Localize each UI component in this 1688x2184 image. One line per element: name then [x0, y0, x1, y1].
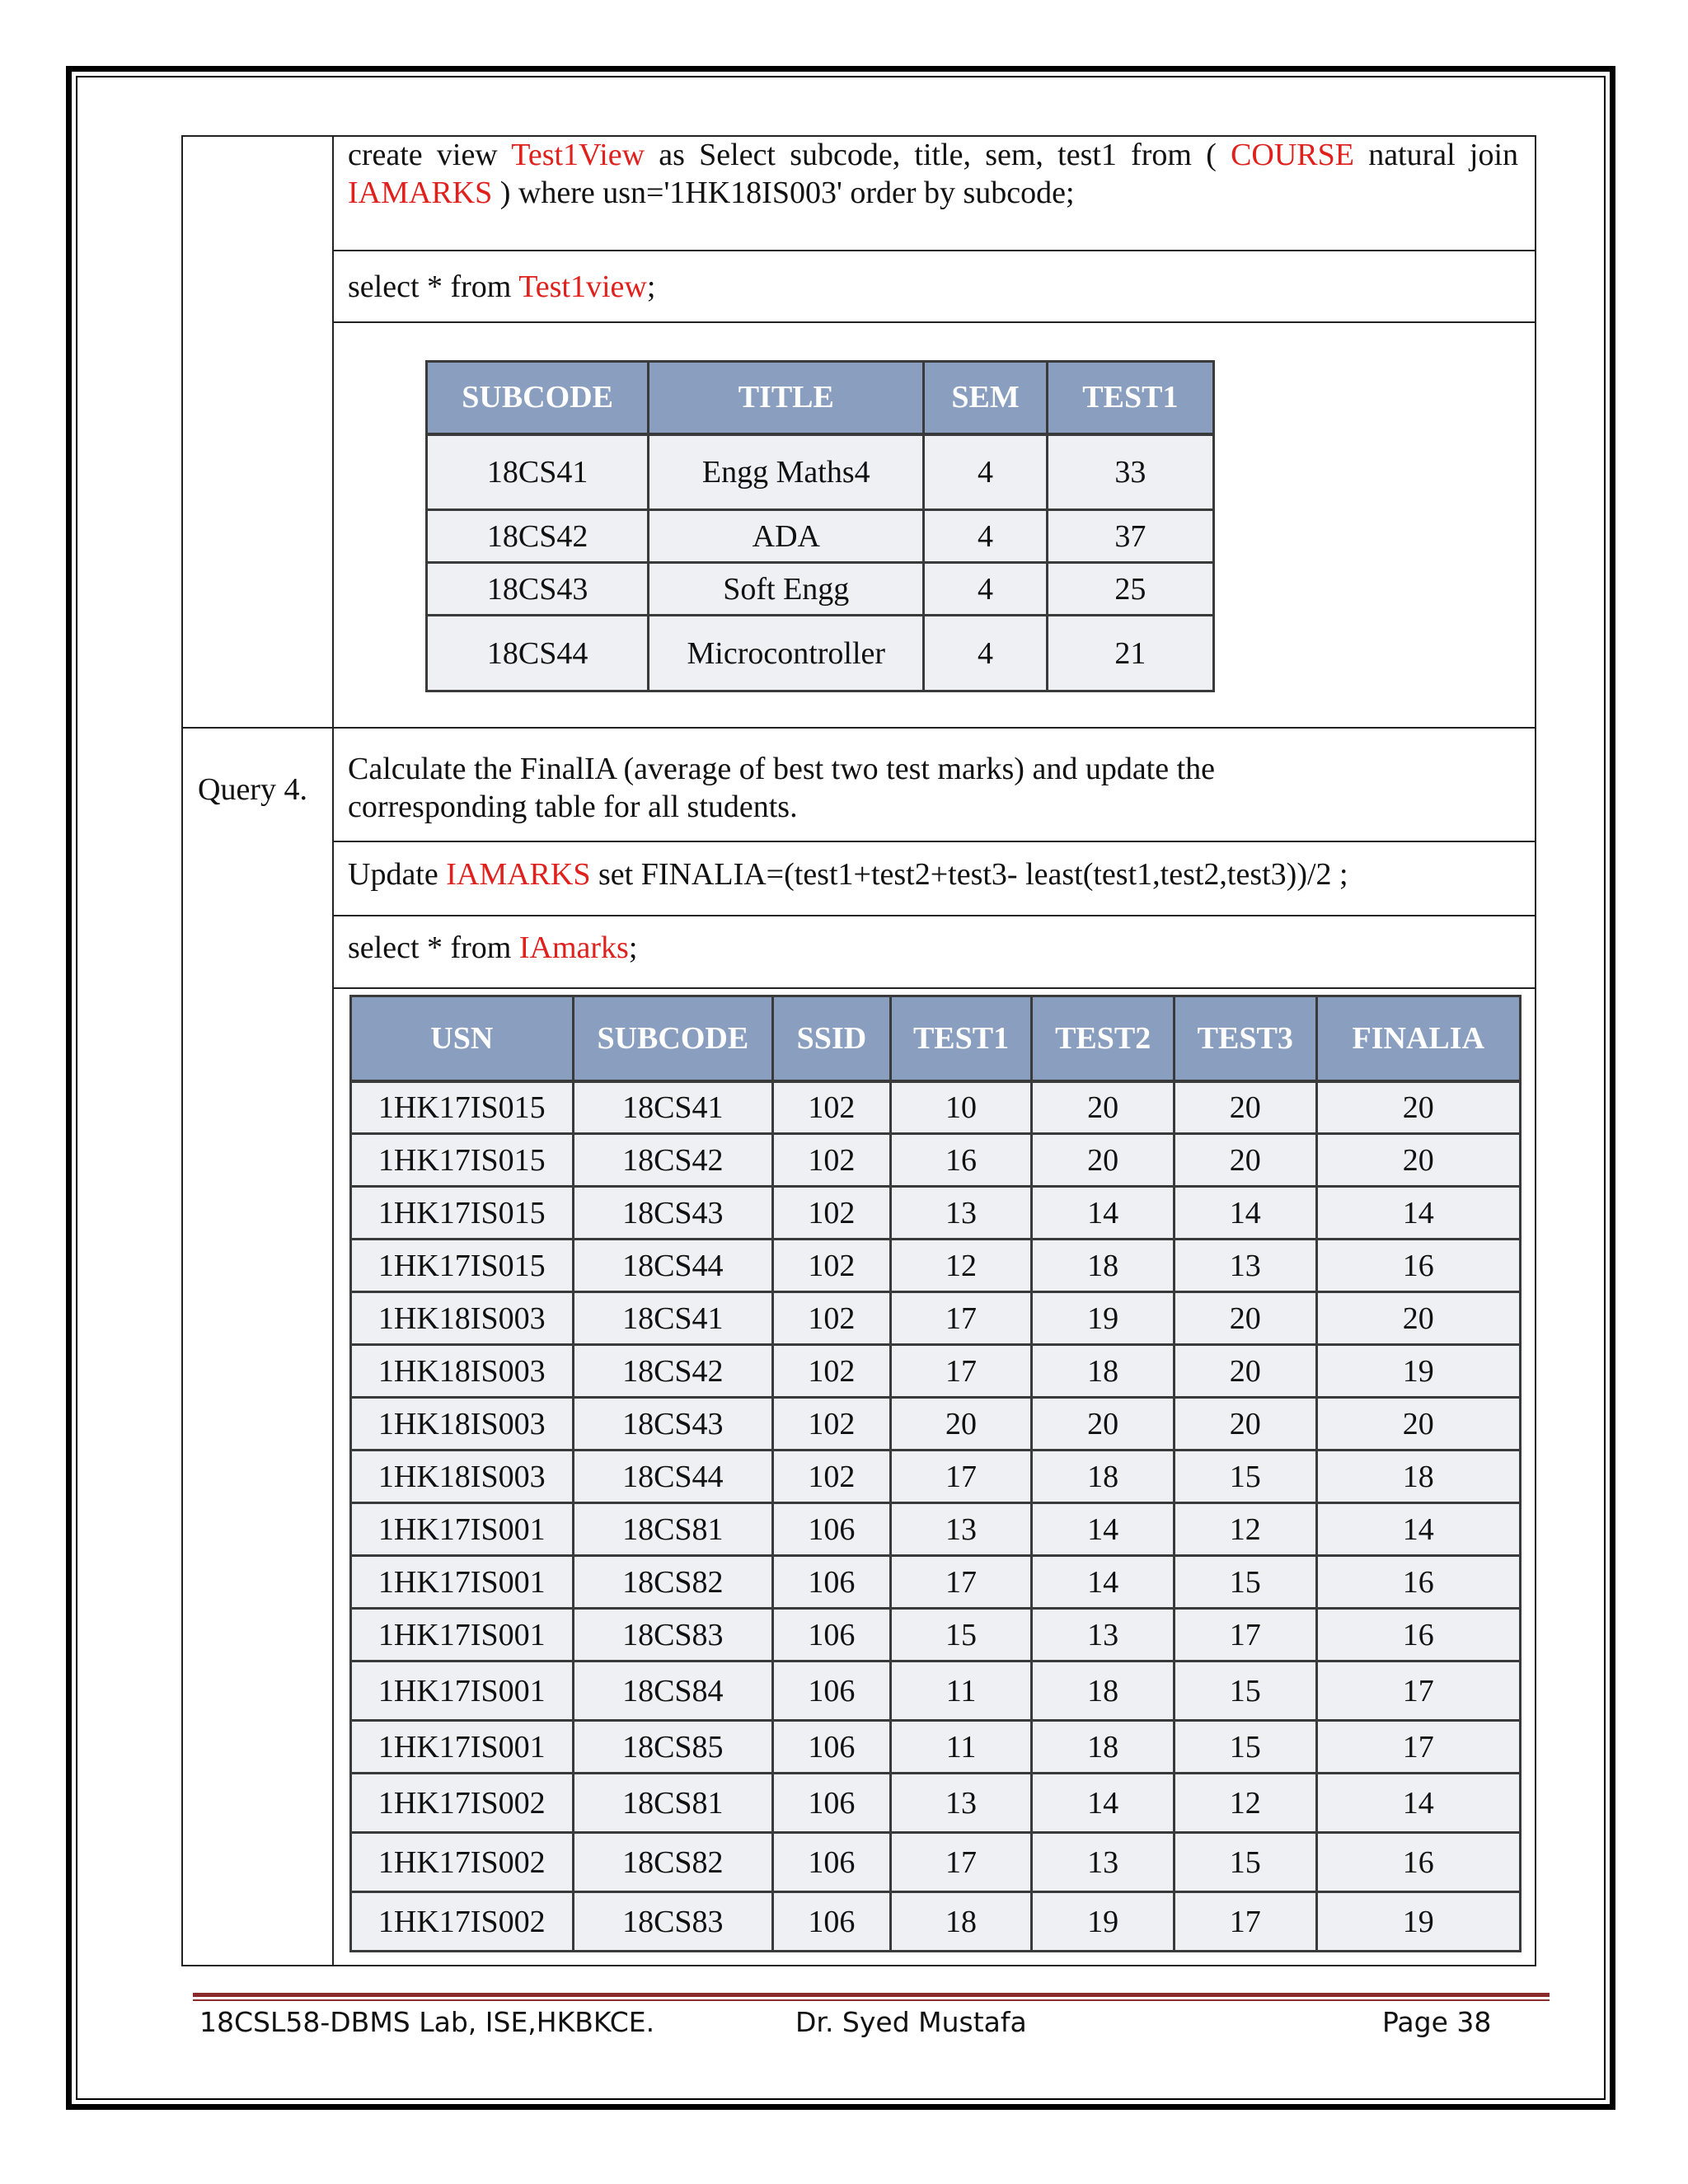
- header-test1: TEST1: [1047, 362, 1213, 434]
- table-row: 1HK17IS001 18CS84 106 11 18 15 17: [351, 1661, 1521, 1721]
- header-test3: TEST3: [1174, 996, 1316, 1081]
- header-title: TITLE: [649, 362, 924, 434]
- header-subcode: SUBCODE: [573, 996, 773, 1081]
- table-row: 1HK18IS003 18CS44 102 17 18 15 18: [351, 1451, 1521, 1503]
- create-view-line1: create view Test1View as Select subcode, title, sem, test1 from ( COURSE natural join: [348, 138, 1519, 172]
- header-finalia: FINALIA: [1316, 996, 1520, 1081]
- table-row: 1HK17IS001 18CS83 106 15 13 17 16: [351, 1609, 1521, 1661]
- table-row: 1HK17IS015 18CS44 102 12 18 13 16: [351, 1240, 1521, 1292]
- select-view-statement: select * from Test1view;: [348, 269, 656, 304]
- row-divider: [332, 250, 1536, 251]
- header-ssid: SSID: [773, 996, 891, 1081]
- footer-rule: [193, 1993, 1550, 1997]
- table-row: 1HK17IS001 18CS82 106 17 14 15 16: [351, 1556, 1521, 1609]
- table-header-row: [427, 362, 1214, 434]
- query-description-line1: Calculate the FinalIA (average of best two test marks) and update the: [348, 752, 1216, 786]
- table-row: 1HK17IS015 18CS42 102 16 20 20 20: [351, 1134, 1521, 1187]
- table-row: 1HK17IS001 18CS85 106 11 18 15 17: [351, 1721, 1521, 1774]
- table-row: 1HK18IS003 18CS42 102 17 18 20 19: [351, 1345, 1521, 1398]
- table-row: 18CS44 Microcontroller 4 21: [427, 616, 1214, 691]
- table-row: 18CS43 Soft Engg 4 25: [427, 563, 1214, 616]
- header-test1: TEST1: [890, 996, 1032, 1081]
- table-row: 1HK17IS002 18CS82 106 17 13 15 16: [351, 1833, 1521, 1892]
- create-view-line2: IAMARKS ) where usn='1HK18IS003' order by subcode;: [348, 176, 1075, 210]
- iamarks-table: [349, 995, 1522, 1952]
- header-sem: SEM: [924, 362, 1047, 434]
- table-row: 1HK18IS003 18CS43 102 20 20 20 20: [351, 1398, 1521, 1451]
- footer-rule: [193, 1999, 1550, 2001]
- footer-page-number: Page 38: [1382, 2006, 1492, 2038]
- row-divider: [332, 987, 1536, 989]
- table-row: 1HK17IS015 18CS41 102 10 20 20 20: [351, 1081, 1521, 1134]
- footer-author: Dr. Syed Mustafa: [795, 2006, 1027, 2038]
- table-row: 18CS42 ADA 4 37: [427, 510, 1214, 563]
- row-divider: [332, 841, 1536, 842]
- query-description-line2: corresponding table for all students.: [348, 790, 798, 824]
- table-row: 1HK18IS003 18CS41 102 17 19 20 20: [351, 1292, 1521, 1345]
- table-row: 1HK17IS002 18CS83 106 18 19 17 19: [351, 1892, 1521, 1952]
- select-iamarks-statement: select * from IAmarks;: [348, 930, 638, 965]
- row-divider: [332, 915, 1536, 916]
- table-row: 1HK17IS015 18CS43 102 13 14 14 14: [351, 1187, 1521, 1240]
- row-divider: [181, 727, 1536, 729]
- layout-column-divider: [332, 135, 334, 1966]
- footer-course: 18CSL58-DBMS Lab, ISE,HKBKCE.: [199, 2006, 655, 2038]
- test1view-table: [425, 360, 1215, 692]
- header-subcode: SUBCODE: [427, 362, 649, 434]
- table-row: 1HK17IS001 18CS81 106 13 14 12 14: [351, 1503, 1521, 1556]
- query-label: Query 4.: [198, 772, 307, 807]
- table-row: 1HK17IS002 18CS81 106 13 14 12 14: [351, 1774, 1521, 1833]
- update-statement: Update IAMARKS set FINALIA=(test1+test2+test3- least(test1,test2,test3))/2 ;: [348, 857, 1348, 892]
- row-divider: [332, 321, 1536, 323]
- table-row: 18CS41 Engg Maths4 4 33: [427, 434, 1214, 510]
- header-usn: USN: [351, 996, 574, 1081]
- header-test2: TEST2: [1032, 996, 1175, 1081]
- table-header-row: [351, 996, 1521, 1081]
